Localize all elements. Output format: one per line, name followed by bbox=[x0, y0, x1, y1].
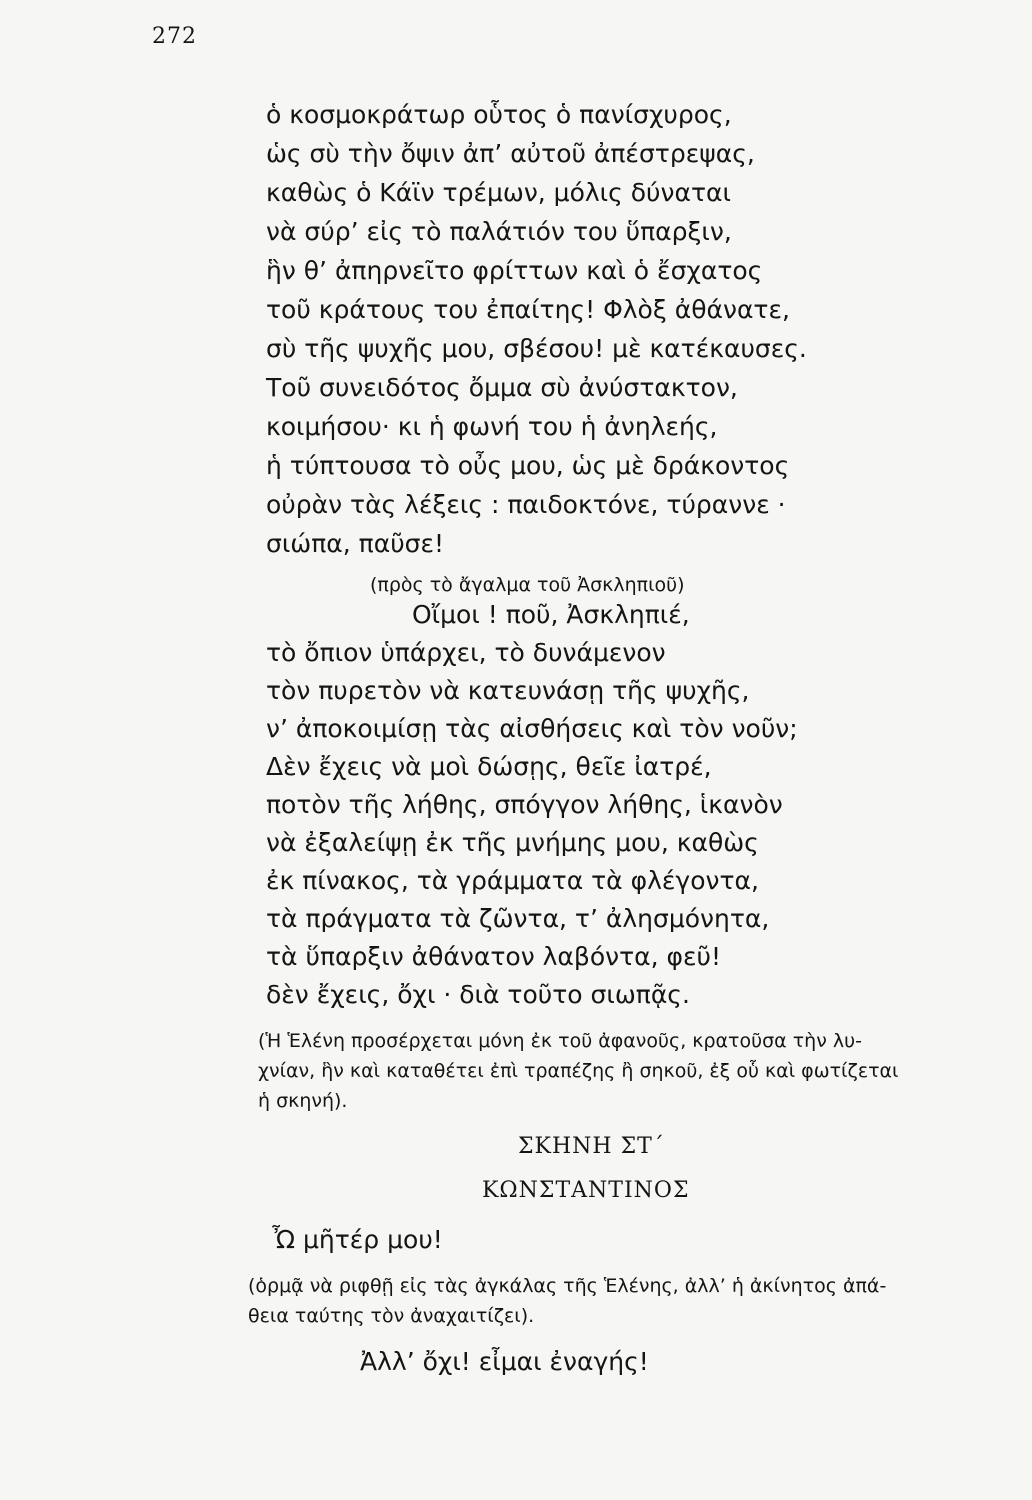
verse-line: κοιμήσου· κι ἡ φωνή του ἡ ἀνηλεής, bbox=[266, 412, 718, 441]
verse-line: οὐρὰν τὰς λέξεις : παιδοκτόνε, τύραννε · bbox=[266, 490, 786, 519]
verse-line: ἣν θ’ ἀπηρνεῖτο φρίττων καὶ ὁ ἔσχατος bbox=[266, 256, 763, 285]
verse-line: Ὦ μῆτέρ μου! bbox=[272, 1225, 443, 1254]
verse-line: ποτὸν τῆς λήθης, σπόγγον λήθης, ἱκανὸν bbox=[266, 790, 783, 819]
stage-direction: χνίαν, ἣν καὶ καταθέτει ἐπὶ τραπέζης ἢ σηκοῦ, ἐξ οὗ καὶ φωτίζεται bbox=[258, 1060, 899, 1082]
verse-line: ὁ κοσμοκράτωρ οὗτος ὁ πανίσχυρος, bbox=[266, 100, 732, 129]
verse-line: τοῦ κράτους του ἐπαίτης! Φλὸξ ἀθάνατε, bbox=[266, 295, 790, 324]
verse-line: ν’ ἀποκοιμίσῃ τὰς αἰσθήσεις καὶ τὸν νοῦν; bbox=[266, 714, 798, 743]
verse-line: δὲν ἔχεις, ὄχι · διὰ τοῦτο σιωπᾷς. bbox=[266, 980, 690, 1009]
scene-heading: ΣΚΗΝΗ ΣΤ΄ bbox=[518, 1134, 665, 1159]
verse-line: τὰ ὕπαρξιν ἀθάνατον λαβόντα, φεῦ! bbox=[266, 942, 722, 971]
verse-line: Δὲν ἔχεις νὰ μοὶ δώσῃς, θεῖε ἰατρέ, bbox=[266, 752, 712, 781]
stage-direction: ἡ σκηνή). bbox=[258, 1090, 348, 1112]
stage-direction: θεια ταύτης τὸν ἀναχαιτίζει). bbox=[248, 1305, 535, 1327]
verse-line: Ἀλλ’ ὄχι! εἶμαι ἐναγής! bbox=[360, 1347, 649, 1376]
verse-line: νὰ σύρ’ εἰς τὸ παλάτιόν του ὕπαρξιν, bbox=[266, 217, 732, 246]
stage-direction: (Ἡ Ἑλένη προσέρχεται μόνη ἐκ τοῦ ἀφανοῦς, κρατοῦσα τὴν λυ- bbox=[258, 1030, 862, 1052]
stage-direction: (ὁρμᾷ νὰ ριφθῇ εἰς τὰς ἀγκάλας τῆς Ἑλένης, ἀλλ’ ἡ ἀκίνητος ἀπά- bbox=[248, 1275, 887, 1297]
verse-line: ὡς σὺ τὴν ὄψιν ἀπ’ αὐτοῦ ἀπέστρεψας, bbox=[266, 139, 755, 168]
verse-line: νὰ ἐξαλείψῃ ἐκ τῆς μνήμης μου, καθὼς bbox=[266, 828, 759, 857]
verse-line: ἡ τύπτουσα τὸ οὖς μου, ὡς μὲ δράκοντος bbox=[266, 451, 790, 480]
verse-line: Οἴμοι ! ποῦ, Ἀσκληπιέ, bbox=[412, 600, 690, 629]
verse-line: τὸ ὄπιον ὑπάρχει, τὸ δυνάμενον bbox=[266, 638, 666, 667]
verse-line: τὸν πυρετὸν νὰ κατευνάσῃ τῆς ψυχῆς, bbox=[266, 676, 750, 705]
page-number: 272 bbox=[152, 24, 197, 49]
verse-line: τὰ πράγματα τὰ ζῶντα, τ’ ἀλησμόνητα, bbox=[266, 904, 770, 933]
stage-direction: (πρὸς τὸ ἄγαλμα τοῦ Ἀσκληπιοῦ) bbox=[370, 574, 685, 596]
verse-line: σὺ τῆς ψυχῆς μου, σβέσου! μὲ κατέκαυσες. bbox=[266, 334, 807, 363]
verse-line: ἐκ πίνακος, τὰ γράμματα τὰ φλέγοντα, bbox=[266, 866, 759, 895]
verse-line: Τοῦ συνειδότος ὄμμα σὺ ἀνύστακτον, bbox=[266, 373, 738, 402]
verse-line: σιώπα, παῦσε! bbox=[266, 529, 445, 558]
verse-line: καθὼς ὁ Κάϊν τρέμων, μόλις δύναται bbox=[266, 178, 731, 207]
speaker-name: ΚΩΝΣΤΑΝΤΙΝΟΣ bbox=[482, 1178, 690, 1203]
